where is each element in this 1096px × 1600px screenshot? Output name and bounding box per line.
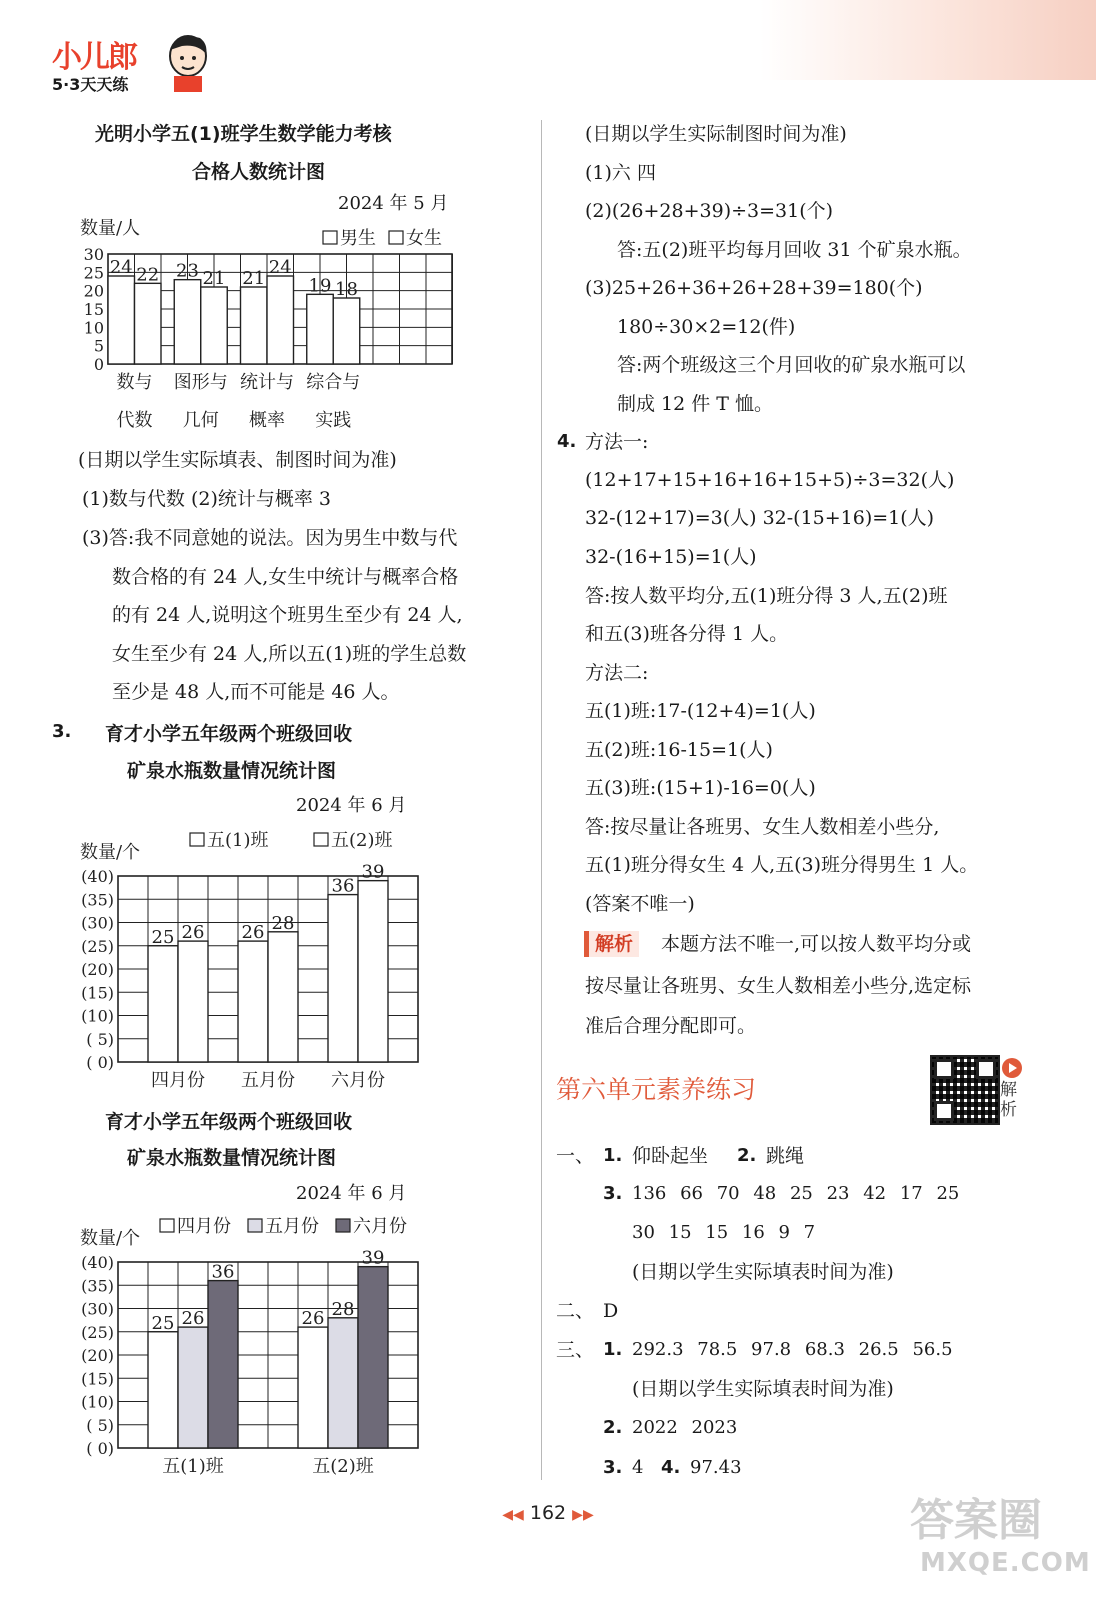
data-label: 36 (211, 1261, 235, 1283)
chart2-bar-chart (70, 820, 430, 1095)
y-tick-label: (40) (81, 867, 114, 886)
section3-q4-number: 4. (661, 1457, 681, 1478)
bar (238, 941, 268, 1062)
y-axis-label: 数量/人 (80, 218, 141, 239)
y-tick-label: (25) (81, 936, 114, 956)
chart1-title-line2: 合格人数统计图 (192, 161, 326, 183)
y-tick-label: 25 (83, 263, 104, 283)
bar (178, 1327, 208, 1448)
bar (148, 946, 178, 1062)
chart1-note: (日期以学生实际填表、制图时间为准) (78, 449, 397, 471)
answer-part3-line5: 至少是 48 人,而不可能是 46 人。 (112, 681, 400, 703)
y-tick-label: (35) (81, 1276, 114, 1296)
data-label: 24 (268, 257, 292, 278)
data-label: 25 (151, 1312, 175, 1334)
qr-code-icon[interactable] (930, 1055, 1000, 1125)
data-label: 36 (331, 875, 355, 897)
section3-label: 三、 (556, 1339, 595, 1361)
data-label: 28 (331, 1298, 355, 1320)
x-tick-label: 五(1)班 (162, 1456, 224, 1477)
chart3-date: 2024 年 6 月 (296, 1183, 407, 1204)
answer-part3-line1: (3)答:我不同意她的说法。因为男生中数与代 (82, 527, 458, 549)
bar (208, 1281, 238, 1448)
mascot-icon (160, 30, 216, 94)
bar (108, 276, 135, 364)
chart2-title-line2: 矿泉水瓶数量情况统计图 (127, 760, 337, 782)
x-tick-label: 概率 (249, 410, 285, 431)
q3-answer-2: (2)(26+28+39)÷3=31(个) (585, 200, 834, 222)
q4-method1-line3: 32-(16+15)=1(人) (585, 546, 757, 568)
legend-swatch (190, 833, 204, 846)
q3-answer-3-conclusion-1: 答:两个班级这三个月回收的矿泉水瓶可以 (617, 354, 966, 376)
analysis-line2: 按尽量让各班男、女生人数相差小些分,选定标 (585, 975, 972, 997)
q3-answer-2-conclusion: 答:五(2)班平均每月回收 31 个矿泉水瓶。 (617, 239, 972, 261)
x-tick-label: 实践 (315, 410, 352, 431)
y-tick-label: ( 5) (86, 1415, 114, 1435)
section3-q1-number: 1. (603, 1339, 623, 1360)
q4-note: (答案不唯一) (585, 893, 695, 915)
bar (328, 895, 358, 1062)
page-footer (498, 1502, 598, 1524)
bar (201, 287, 228, 364)
y-axis-label: 数量/个 (80, 842, 141, 863)
y-tick-label: ( 0) (86, 1439, 114, 1458)
chart3-title-line1: 育才小学五年级两个班级回收 (105, 1111, 353, 1133)
y-tick-label: (35) (81, 890, 114, 910)
section3-q3-number: 3. (603, 1457, 623, 1478)
legend-swatch (248, 1219, 262, 1232)
y-tick-label: ( 5) (86, 1029, 114, 1049)
data-label: 39 (361, 861, 385, 883)
chart2-title-line1: 育才小学五年级两个班级回收 (105, 723, 353, 745)
section1-q1-answer: 仰卧起坐 (632, 1145, 709, 1167)
q3-note: (日期以学生实际制图时间为准) (585, 123, 847, 145)
y-tick-label: (10) (81, 1392, 114, 1412)
y-tick-label: (10) (81, 1006, 114, 1026)
answer-part3-line3: 的有 24 人,说明这个班男生至少有 24 人, (112, 604, 463, 626)
answer-part3-line2: 数合格的有 24 人,女生中统计与概率合格 (112, 566, 459, 588)
section2-label: 二、 (556, 1300, 595, 1322)
legend-label: 女生 (406, 228, 442, 249)
bar (298, 1327, 328, 1448)
play-icon[interactable] (1002, 1058, 1022, 1078)
data-label: 24 (109, 257, 133, 278)
prev-page-icon[interactable]: ◀◀ (502, 1507, 524, 1523)
bar (174, 280, 201, 364)
analysis-line1: 本题方法不唯一,可以按人数平均分或 (661, 933, 972, 955)
section3-q1-values: 292.3 78.5 97.8 68.3 26.5 56.5 (632, 1339, 953, 1360)
x-tick-label: 统计与 (240, 372, 294, 393)
y-tick-label: (20) (81, 960, 114, 979)
next-page-icon[interactable]: ▶▶ (572, 1507, 594, 1523)
column-divider (541, 120, 542, 1480)
q4-method1-answer-1: 答:按人数平均分,五(1)班分得 3 人,五(2)班 (585, 585, 948, 607)
data-label: 21 (202, 268, 226, 289)
legend-label: 六月份 (353, 1216, 407, 1237)
bar (268, 932, 298, 1062)
brand-logo (40, 30, 210, 100)
legend-swatch (336, 1219, 350, 1232)
q4-method2-label: 方法二: (585, 662, 649, 684)
x-tick-label: 五月份 (241, 1070, 295, 1091)
bar (328, 1318, 358, 1448)
x-tick-label: 四月份 (151, 1070, 205, 1091)
y-tick-label: ( 0) (86, 1053, 114, 1072)
chart1-title-line1: 光明小学五(1)班学生数学能力考核 (95, 123, 392, 145)
bar (135, 283, 162, 364)
legend-swatch (389, 231, 403, 244)
y-tick-label: (15) (81, 1369, 114, 1389)
x-tick-label: 数与 (116, 372, 153, 393)
section1-q2-answer: 跳绳 (766, 1145, 805, 1167)
y-axis-label: 数量/个 (80, 1228, 141, 1249)
legend-label: 五(2)班 (331, 830, 393, 851)
q4-method1-label: 方法一: (585, 431, 649, 453)
chart3-bar-chart (70, 1208, 430, 1483)
legend-label: 五月份 (265, 1216, 319, 1237)
q3-answer-3-conclusion-2: 制成 12 件 T 恤。 (617, 393, 774, 415)
legend-label: 五(1)班 (207, 830, 269, 851)
data-label: 26 (241, 922, 265, 944)
section1-q3-values-2: 30 15 15 16 9 7 (632, 1222, 816, 1243)
watermark-url: MXQE.COM (920, 1548, 1091, 1578)
y-tick-label: 15 (83, 300, 104, 319)
q4-method1-line2: 32-(12+17)=3(人) 32-(15+16)=1(人) (585, 507, 935, 529)
section1-note: (日期以学生实际填表时间为准) (632, 1261, 894, 1283)
y-tick-label: 30 (83, 245, 104, 264)
legend-swatch (314, 833, 328, 846)
chart2-date: 2024 年 6 月 (296, 795, 407, 816)
data-label: 28 (271, 912, 295, 934)
section1-q1-number: 1. (603, 1145, 623, 1166)
x-tick-label: 图形与 (173, 372, 228, 393)
y-tick-label: 20 (83, 281, 104, 301)
bar (241, 287, 268, 364)
data-label: 26 (181, 1308, 205, 1330)
section3-q2-values: 2022 2023 (632, 1417, 738, 1438)
y-tick-label: 5 (93, 336, 104, 356)
data-label: 19 (308, 275, 332, 297)
y-tick-label: 0 (93, 355, 104, 374)
answer-part3-line4: 女生至少有 24 人,所以五(1)班的学生总数 (112, 643, 467, 665)
y-tick-label: (25) (81, 1322, 114, 1342)
legend-label: 男生 (340, 228, 376, 249)
bar (178, 941, 208, 1062)
q4-method1-answer-2: 和五(3)班各分得 1 人。 (585, 623, 789, 645)
watermark-logo-text: 答案圈 (910, 1495, 1042, 1546)
bar (333, 298, 360, 364)
q3-answer-1: (1)六 四 (585, 162, 656, 184)
q4-method2-line3: 五(3)班:(15+1)-16=0(人) (585, 777, 816, 799)
section3-note: (日期以学生实际填表时间为准) (632, 1378, 894, 1400)
x-tick-label: 综合与 (306, 372, 361, 393)
legend-label: 四月份 (177, 1216, 231, 1237)
section1-q3-number: 3. (603, 1183, 623, 1204)
section2-answer: D (603, 1300, 619, 1322)
q3-answer-3-calc: 180÷30×2=12(件) (617, 316, 796, 338)
bar (148, 1332, 178, 1448)
q4-method2-answer-1: 答:按尽量让各班男、女生人数相差小些分, (585, 816, 940, 838)
data-label: 25 (151, 926, 175, 948)
x-tick-label: 几何 (182, 410, 219, 431)
section3-q3-value: 4 (632, 1457, 644, 1478)
data-label: 26 (181, 922, 205, 944)
y-tick-label: (30) (81, 913, 114, 933)
section3-q4-value: 97.43 (690, 1457, 742, 1478)
chart3-title-line2: 矿泉水瓶数量情况统计图 (127, 1147, 337, 1169)
q4-method1-line1: (12+17+15+16+16+15+5)÷3=32(人) (585, 469, 955, 491)
unit-title: 第六单元素养练习 (556, 1075, 757, 1104)
data-label: 23 (176, 260, 199, 282)
y-tick-label: 10 (83, 318, 104, 338)
answer-part1-2: (1)数与代数 (2)统计与概率 3 (82, 488, 331, 510)
chart1-bar-chart (70, 212, 480, 442)
y-tick-label: (15) (81, 983, 114, 1003)
chart1-date: 2024 年 5 月 (338, 193, 449, 214)
y-tick-label: (40) (81, 1253, 114, 1272)
section1-q3-values: 136 66 70 48 25 23 42 17 25 (632, 1183, 960, 1204)
data-label: 26 (301, 1308, 325, 1330)
x-tick-label: 六月份 (331, 1070, 385, 1091)
data-label: 22 (136, 264, 160, 286)
section1-label: 一、 (556, 1145, 595, 1167)
legend-swatch (160, 1219, 174, 1232)
x-tick-label: 五(2)班 (312, 1456, 374, 1477)
bar (267, 276, 294, 364)
x-tick-label: 代数 (116, 410, 153, 431)
question-3-number: 3. (52, 721, 72, 742)
q4-method2-line2: 五(2)班:16-15=1(人) (585, 739, 773, 761)
section1-q2-number: 2. (737, 1145, 757, 1166)
data-label: 21 (242, 268, 266, 289)
bar (307, 294, 334, 364)
y-tick-label: (20) (81, 1346, 114, 1365)
data-label: 18 (335, 279, 358, 300)
y-tick-label: (30) (81, 1299, 114, 1319)
header-decoration (760, 0, 1096, 80)
bar (358, 1267, 388, 1448)
question-4-number: 4. (557, 431, 577, 452)
data-label: 39 (361, 1247, 385, 1269)
qr-label: 解析 (1000, 1080, 1017, 1120)
analysis-line3: 准后合理分配即可。 (585, 1015, 757, 1037)
analysis-tag: 解析 (584, 931, 639, 957)
logo-subtitle: 5·3天天练 (52, 75, 129, 94)
watermark (900, 1480, 1091, 1590)
bar (358, 881, 388, 1062)
q4-method2-answer-2: 五(1)班分得女生 4 人,五(3)班分得男生 1 人。 (585, 854, 979, 876)
page-number: 162 (529, 1502, 567, 1524)
q3-answer-3: (3)25+26+36+26+28+39=180(个) (585, 277, 923, 299)
legend-swatch (323, 231, 337, 244)
logo-title: 小儿郎 (52, 40, 136, 75)
section3-q2-number: 2. (603, 1417, 623, 1438)
q4-method2-line1: 五(1)班:17-(12+4)=1(人) (585, 700, 816, 722)
